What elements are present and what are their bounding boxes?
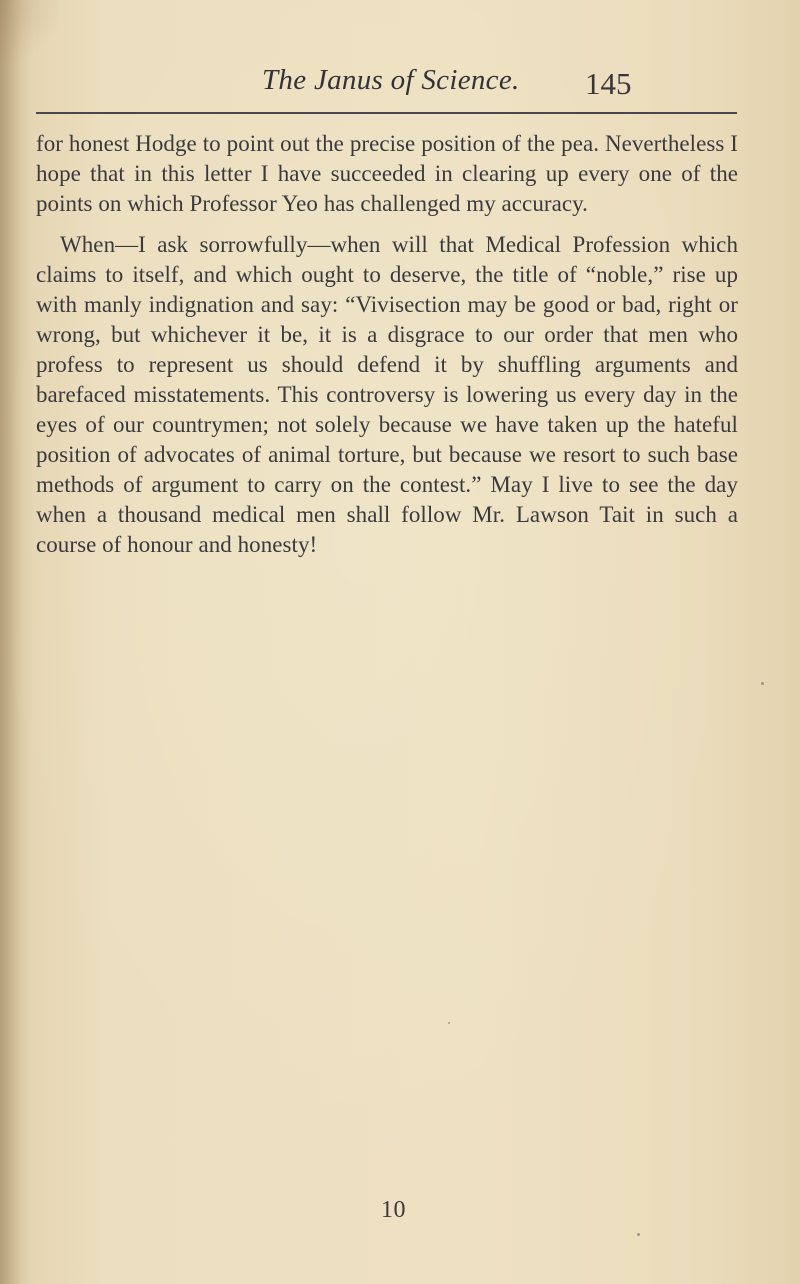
body-text — [36, 129, 738, 560]
running-title: The Janus of Science. — [262, 64, 520, 96]
page-edge-shadow — [0, 0, 22, 1284]
speck-mark — [761, 682, 764, 685]
speck-mark — [637, 1233, 640, 1236]
header-rule — [36, 112, 737, 114]
page-header — [36, 48, 736, 110]
page-number: 145 — [585, 66, 632, 101]
paragraph-continuation: for honest Hodge to point out the precise position of the pea. Nevertheless I hope that in this letter I have succeeded in clearing up every one of the points on which Professor Yeo has challenged my accuracy. — [36, 131, 738, 216]
signature-mark: 10 — [381, 1197, 406, 1223]
speck-mark — [448, 1022, 450, 1024]
paragraph-when: When—I ask sorrowfully—when will that Medical Profession which claims to itself, and which ought to deserve, the title of “noble,” rise up with manly indignation and say: “Vivisection may be good or bad, right or wrong, but whichever it be, it is a disgrace to our order that men who profess to represent us should defend it by shuffling arguments and barefaced misstatements. This controversy is lowering us every day in the eyes of our countrymen; not solely because we have taken up the hateful position of advocates of animal torture, but because we resort to such base methods of argument to carry on the contest.” May I live to see the day when a thousand medical men shall follow Mr. Lawson Tait in such a course of honour and honesty! — [36, 232, 738, 557]
